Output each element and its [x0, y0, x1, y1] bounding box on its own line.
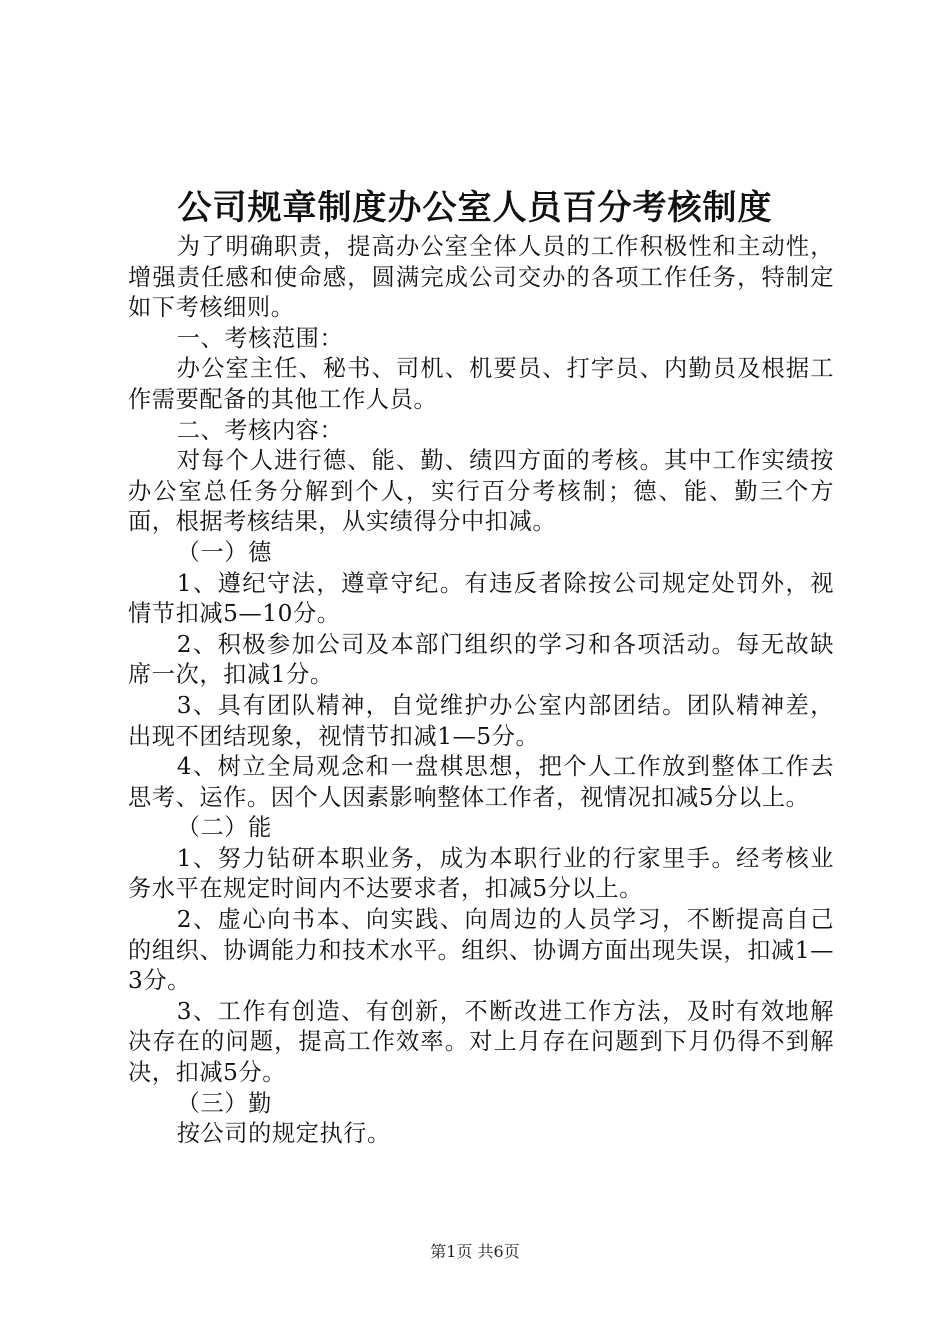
ability-item: 3、工作有创造、有创新，不断改进工作方法，及时有效地解决存在的问题，提高工作效率。对上月存在问题到下月仍得不到解决，扣减5分。 [128, 997, 834, 1087]
section-heading-scope: 一、考核范围： [176, 324, 344, 352]
virtue-item: 3、具有团队精神，自觉维护办公室内部团结。团队精神差，出现不团结现象，视情节扣减1—5分。 [128, 691, 834, 750]
diligence-paragraph: 按公司的规定执行。 [176, 1120, 391, 1148]
ability-item: 2、虚心向书本、向实践、向周边的人员学习，不断提高自己的组织、协调能力和技术水平。组织、协调方面出现失误，扣减1—3分。 [128, 906, 834, 995]
subsection-heading-virtue: （一）德 [176, 538, 272, 566]
ability-item: 1、努力钻研本职业务，成为本职行业的行家里手。经考核业务水平在规定时间内不达要求者，扣减5分以上。 [128, 844, 834, 903]
scope-paragraph: 办公室主任、秘书、司机、机要员、打字员、内勤员及根据工作需要配备的其他工作人员。 [128, 355, 834, 413]
content-paragraph: 对每个人进行德、能、勤、绩四方面的考核。其中工作实绩按办公室总任务分解到个人，实行百分考核制；德、能、勤三个方面，根据考核结果，从实绩得分中扣减。 [128, 447, 834, 536]
virtue-item: 1、遵纪守法，遵章守纪。有违反者除按公司规定处罚外，视情节扣减5—10分。 [128, 569, 834, 628]
page-number-footer: 第1页 共6页 [430, 1242, 520, 1261]
subsection-heading-diligence: （三）勤 [176, 1089, 272, 1117]
intro-paragraph: 为了明确职责，提高办公室全体人员的工作积极性和主动性，增强责任感和使命感，圆满完成公司交办的各项工作任务，特制定如下考核细则。 [128, 233, 834, 322]
section-heading-content: 二、考核内容： [176, 416, 344, 444]
virtue-item: 2、积极参加公司及本部门组织的学习和各项活动。每无故缺席一次，扣减1分。 [128, 630, 834, 689]
virtue-item: 4、树立全局观念和一盘棋思想，把个人工作放到整体工作去思考、运作。因个人因素影响整体工作者，视情况扣减5分以上。 [128, 753, 834, 811]
document-body [128, 232, 834, 1150]
subsection-heading-ability: （二）能 [176, 814, 272, 842]
document-title: 公司规章制度办公室人员百分考核制度 [177, 188, 773, 228]
